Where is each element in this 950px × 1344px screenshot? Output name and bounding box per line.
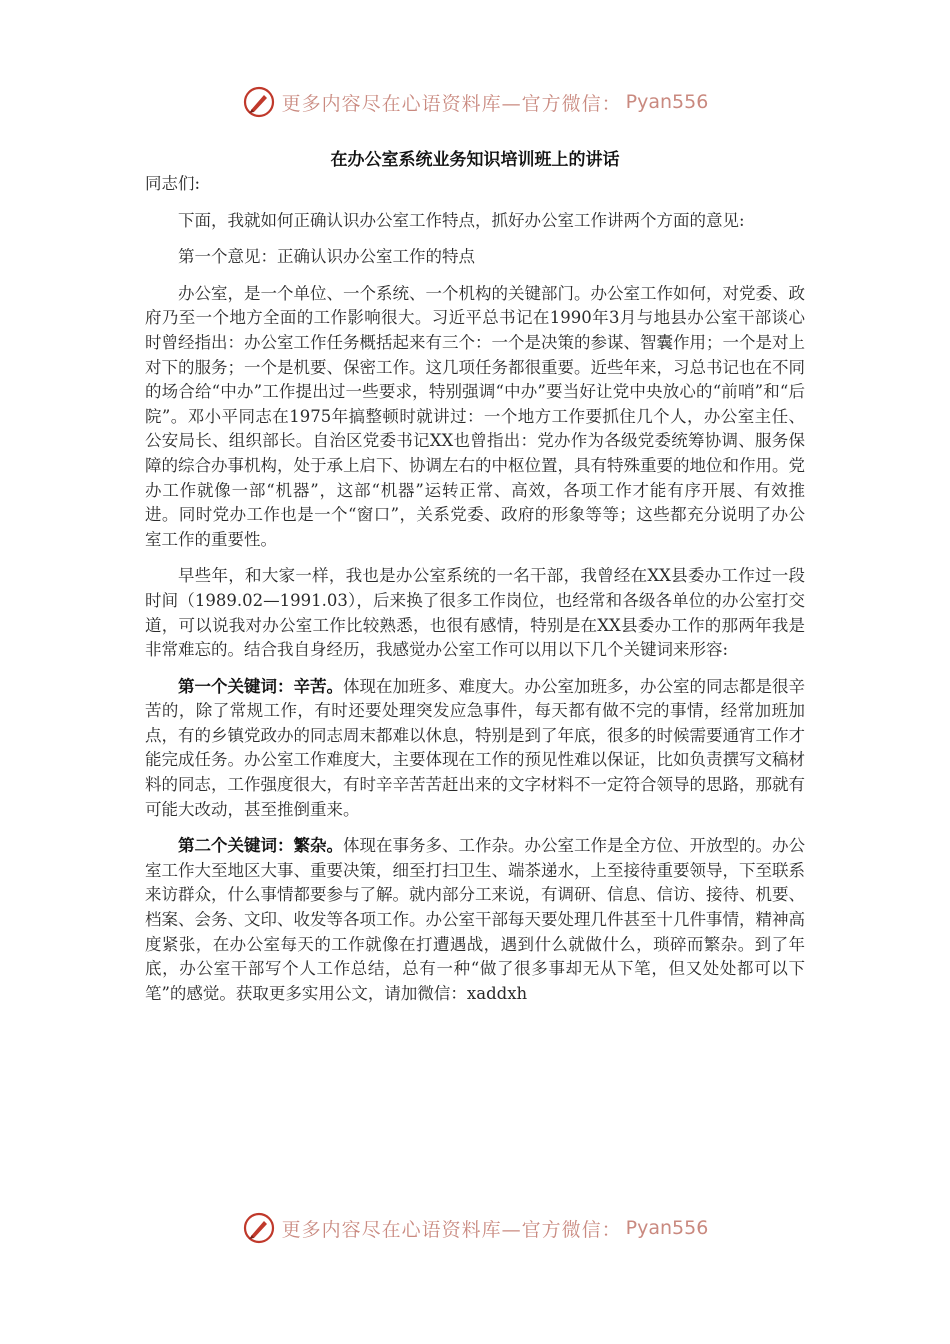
keyword-paragraph-1 xyxy=(145,675,805,823)
body-paragraph-1: 办公室，是一个单位、一个系统、一个机构的关键部门。办公室工作如何，对党委、政府乃至一个地方全面的工作影响很大。习近平总书记在1990年3月与地县办公室干部谈心时曾经指出：办公室工作任务概括起来有三个：一个是决策的参谋、智囊作用；一个是对上对下的服务；一个是机要、保密工作。这几项任务都很重要。近些年来，习总书记也在不同的场合给“中办”工作提出过一些要求，特别强调“中办”要当好让党中央放心的“前哨”和“后院”。邓小平同志在1975年搞整顿时就讲过：一个地方工作要抓住几个人，办公室主任、公安局长、组织部长。自治区党委书记XX也曾指出：党办作为各级党委统筹协调、服务保障的综合办事机构，处于承上启下、协调左右的中枢位置，具有特殊重要的地位和作用。党办工作就像一部“机器”，这部“机器”运转正常、高效，各项工作才能有序开展、有效推进。同时党办工作也是一个“窗口”，关系党委、政府的形象等等；这些都充分说明了办公室工作的重要性。 xyxy=(145,283,805,549)
keyword-text-2: 体现在事务多、工作杂。办公室工作是全方位、开放型的。办公室工作大至地区大事、重要决策，细至打扫卫生、端茶递水，上至接待重要领导，下至联系来访群众，什么事情都要参与了解。就内部分工来说，有调研、信息、信访、接待、机要、档案、会务、文印、收发等各项工作。办公室干部每天要处理几件甚至十几件事情，精神高度紧张，在办公室每天的工作就像在打遭遇战，遇到什么就做什么，琐碎而繁杂。到了年底，办公室干部写个人工作总结，总有一种“做了很多事却无从下笔，但又处处都可以下笔”的感觉。获取更多实用公文，请加微信：xaddxh xyxy=(145,836,805,1003)
keyword-label-1: 第一个关键词：辛苦。 xyxy=(178,676,343,696)
intro-paragraph: 下面，我就如何正确认识办公室工作特点，抓好办公室工作讲两个方面的意见: xyxy=(178,210,745,230)
keyword-label-2: 第二个关键词：繁杂。 xyxy=(178,836,343,856)
document-body xyxy=(145,172,805,1018)
watermark-wechat-id: Pyan556 xyxy=(625,1217,709,1239)
section-heading: 第一个意见：正确认识办公室工作的特点 xyxy=(178,247,475,267)
watermark-banner-bottom xyxy=(0,1208,950,1248)
greeting: 同志们: xyxy=(145,174,201,193)
keyword-text-1: 体现在加班多、难度大。办公室加班多，办公室的同志都是很辛苦的，除了常规工作，有时还要处理突发应急事件，每天都有做不完的事情，经常加班加点，有的乡镇党政办的同志周末都难以休息，特别是到了年底，很多的时候需要通宵工作才能完成任务。办公室工作难度大，主要体现在工作的预见性难以保证，比如负责撰写文稿材料的同志，工作强度很大，有时辛辛苦苦赶出来的文字材料不一定符合领导的思路，那就有可能大改动，甚至推倒重来。 xyxy=(145,676,805,819)
keyword-paragraph-2 xyxy=(145,834,805,1006)
watermark-banner-top xyxy=(0,82,950,122)
document-title: 在办公室系统业务知识培训班上的讲话 xyxy=(330,150,620,170)
watermark-text: 更多内容尽在心语资料库—官方微信： xyxy=(281,92,622,115)
pen-logo-icon xyxy=(242,1211,276,1245)
watermark-text: 更多内容尽在心语资料库—官方微信： xyxy=(281,1218,622,1241)
pen-logo-icon xyxy=(242,85,276,119)
watermark-wechat-id: Pyan556 xyxy=(625,91,709,113)
body-paragraph-2: 早些年，和大家一样，我也是办公室系统的一名干部，我曾经在XX县委办工作过一段时间（1989.02—1991.03），后来换了很多工作岗位，也经常和各级各单位的办公室打交道，可以说我对办公室工作比较熟悉，也很有感情，特别是在XX县委办工作的那两年我是非常难忘的。结合我自身经历，我感觉办公室工作可以用以下几个关键词来形容: xyxy=(145,566,805,660)
